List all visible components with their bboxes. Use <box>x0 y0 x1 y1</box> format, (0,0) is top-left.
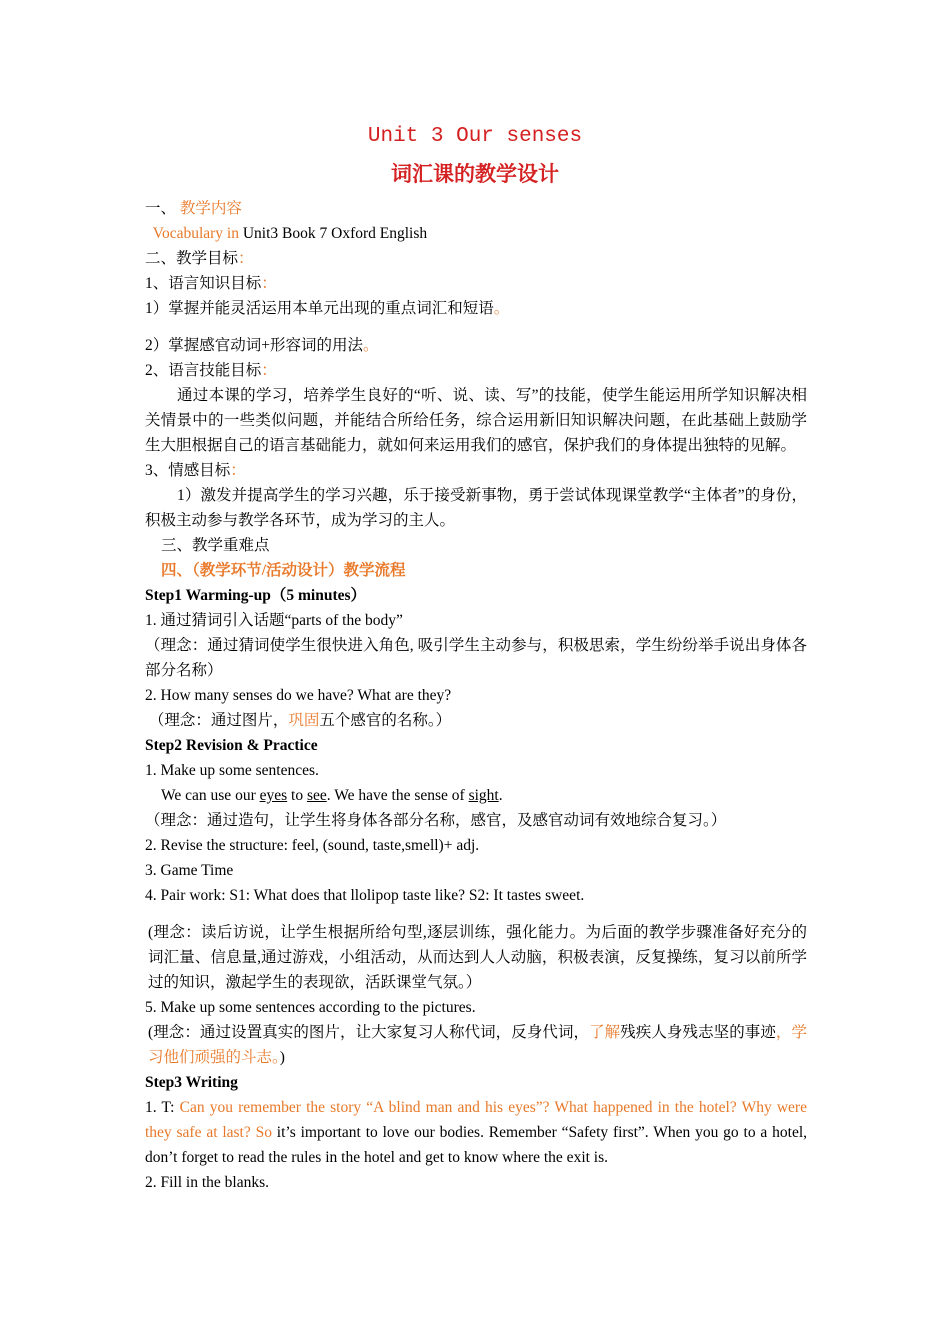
step2-item5: 5. Make up some sentences according to the pictures. <box>145 999 476 1016</box>
step3-item1: 1. T: Can you remember the story “A blind man and his eyes”? What happened in the hotel? Why were they safe at last? So it’s important to love our bodies. Remember “Safety first”. When you go to a hotel, don’t forget to read the rules in the hotel and get to know where the exit is. <box>145 1099 808 1166</box>
step2-heading: Step2 Revision & Practice <box>145 737 318 754</box>
document-title: Unit 3 Our senses <box>367 125 583 148</box>
step2-note1: （理念：通过造句，让学生将身体各部分名称，感官，及感官动词有效地综合复习。） <box>145 812 727 829</box>
goal-1-1: 1）掌握并能灵活运用本单元出现的重点词汇和短语。 <box>145 300 510 317</box>
section-2-heading: 二、教学目标： <box>145 250 254 267</box>
step3-item2: 2. Fill in the blanks. <box>145 1174 269 1191</box>
step1-item2: 2. How many senses do we have? What are they? <box>145 687 452 704</box>
emotion-goal-paragraph: 1）激发并提高学生的学习兴趣，乐于接受新事物，勇于尝试体现课堂教学“主体者”的身份，积极主动参与教学各环节，成为学习的主人。 <box>145 487 807 529</box>
step2-note5: (理念：通过设置真实的图片，让大家复习人称代词，反身代词，了解残疾人身残志坚的事迹，学习他们顽强的斗志。) <box>148 1024 807 1066</box>
section-3-heading: 三、教学重难点 <box>161 537 270 554</box>
document-subtitle: 词汇课的教学设计 <box>391 161 559 186</box>
vocabulary-line: Vocabulary in Unit3 Book 7 Oxford English <box>152 225 428 242</box>
step2-item1: 1. Make up some sentences. <box>145 762 319 779</box>
section-2-2-heading: 2、语言技能目标： <box>145 362 277 379</box>
section-4-heading: 四、（教学环节/活动设计）教学流程 <box>161 562 406 579</box>
step1-note2: （理念：通过图片，巩固五个感官的名称。） <box>148 712 452 729</box>
goal-1-2: 2）掌握感官动词+形容词的用法。 <box>145 337 379 354</box>
step2-item3: 3. Game Time <box>145 862 234 879</box>
section-2-1-heading: 1、语言知识目标： <box>145 275 277 292</box>
step2-example-sentence: We can use our eyes to see. We have the sense of sight. <box>161 787 503 804</box>
step3-heading: Step3 Writing <box>145 1074 238 1091</box>
section-1-heading: 一、 教学内容 <box>145 200 242 217</box>
document-body <box>145 196 807 1195</box>
section-2-3-heading: 3、情感目标： <box>145 462 246 479</box>
step1-heading: Step1 Warming-up（5 minutes） <box>145 587 367 604</box>
step2-item4: 4. Pair work: S1: What does that llolipop taste like? S2: It tastes sweet. <box>145 887 585 904</box>
skill-goal-paragraph: 通过本课的学习，培养学生良好的“听、说、读、写”的技能，使学生能运用所学知识解决相关情景中的一些类似问题，并能结合所给任务，综合运用新旧知识解决问题，在此基础上鼓励学生大胆根据自己的语言基础能力，就如何来运用我们的感官，保护我们的身体提出独特的见解。 <box>145 387 807 454</box>
step2-note4: (理念：读后访说，让学生根据所给句型,逐层训练，强化能力。为后面的教学步骤准备好充分的词汇量、信息量,通过游戏，小组活动，从而达到人人动脑，积极表演，反复操练，复习以前所学过的知识，激起学生的表现欲，活跃课堂气氛。） <box>148 924 807 991</box>
step2-item2: 2. Revise the structure: feel, (sound, taste,smell)+ adj. <box>145 837 480 854</box>
step1-item1: 1. 通过猜词引入话题“parts of the body” <box>145 612 403 629</box>
step1-note1: （理念：通过猜词使学生很快进入角色, 吸引学生主动参与，积极思索，学生纷纷举手说出身体各部分名称） <box>145 637 807 679</box>
